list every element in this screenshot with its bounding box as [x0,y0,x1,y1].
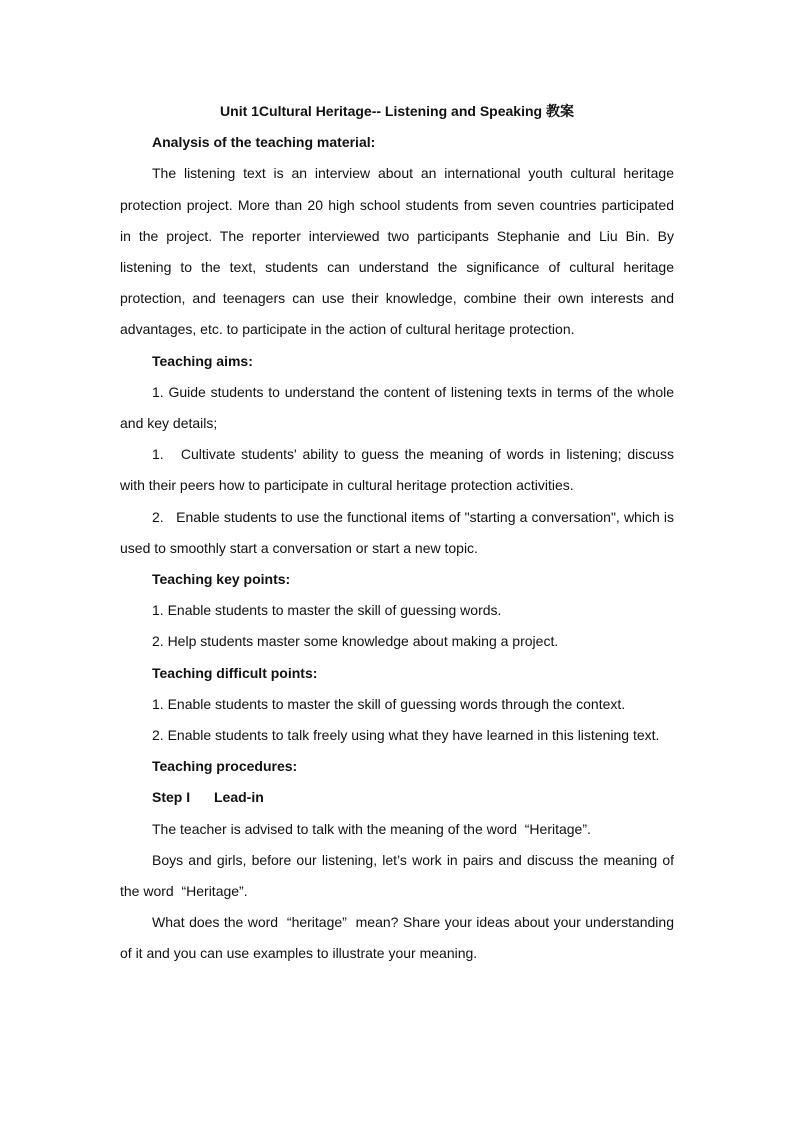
aims-heading: Teaching aims: [152,352,253,369]
aim-item-1: 1. Guide students to understand the content of listening texts in terms of the whole and key details; [120,383,674,432]
key-points-heading: Teaching key points: [152,571,291,588]
aim-item-3: 2. Enable students to use the functional items of "starting a conversation", which is used to smoothly start a conversation or start a new topic. [120,508,678,556]
key-point-item-2: 2. Help students master some knowledge about making a project. [152,633,559,650]
procedure-paragraph-1: The teacher is advised to talk with the meaning of the word “Heritage”. [152,820,591,837]
analysis-paragraph: The listening text is an interview about an international youth cultural heritage protection project. More than 20 high school students from seven countries participated in the project. The reporter interviewed two participants Stephanie and Liu Bin. By listening to the text, students can understand the significance of cultural heritage protection, and teenagers can use their knowledge, combine their own interests and advantages, etc. to participate in the action of cultural heritage protection. [120,165,674,338]
aim-item-2: 1. Cultivate students' ability to guess the meaning of words in listening; discuss with their peers how to participate in cultural heritage protection activities. [120,446,678,494]
difficult-point-item-1: 1. Enable students to master the skill of guessing words through the context. [152,695,626,712]
procedure-paragraph-3: What does the word “heritage” mean? Share your ideas about your understanding of it and you can use examples to illustrate your meaning. [120,914,678,962]
analysis-heading: Analysis of the teaching material: [152,134,376,151]
step-name: Lead-in [214,789,264,806]
procedures-heading: Teaching procedures: [152,758,298,775]
difficult-points-heading: Teaching difficult points: [152,664,318,681]
step-1-heading [120,782,674,813]
document-title: Unit 1Cultural Heritage-- Listening and Speaking 教案 [220,103,574,119]
difficult-point-item-2: 2. Enable students to talk freely using what they have learned in this listening text. [152,727,660,744]
step-number: Step I [152,789,191,806]
procedure-paragraph-2: Boys and girls, before our listening, let’s work in pairs and discuss the meaning of the word “Heritage”. [120,851,678,900]
key-point-item-1: 1. Enable students to master the skill of guessing words. [152,602,502,619]
document-page [120,96,678,970]
